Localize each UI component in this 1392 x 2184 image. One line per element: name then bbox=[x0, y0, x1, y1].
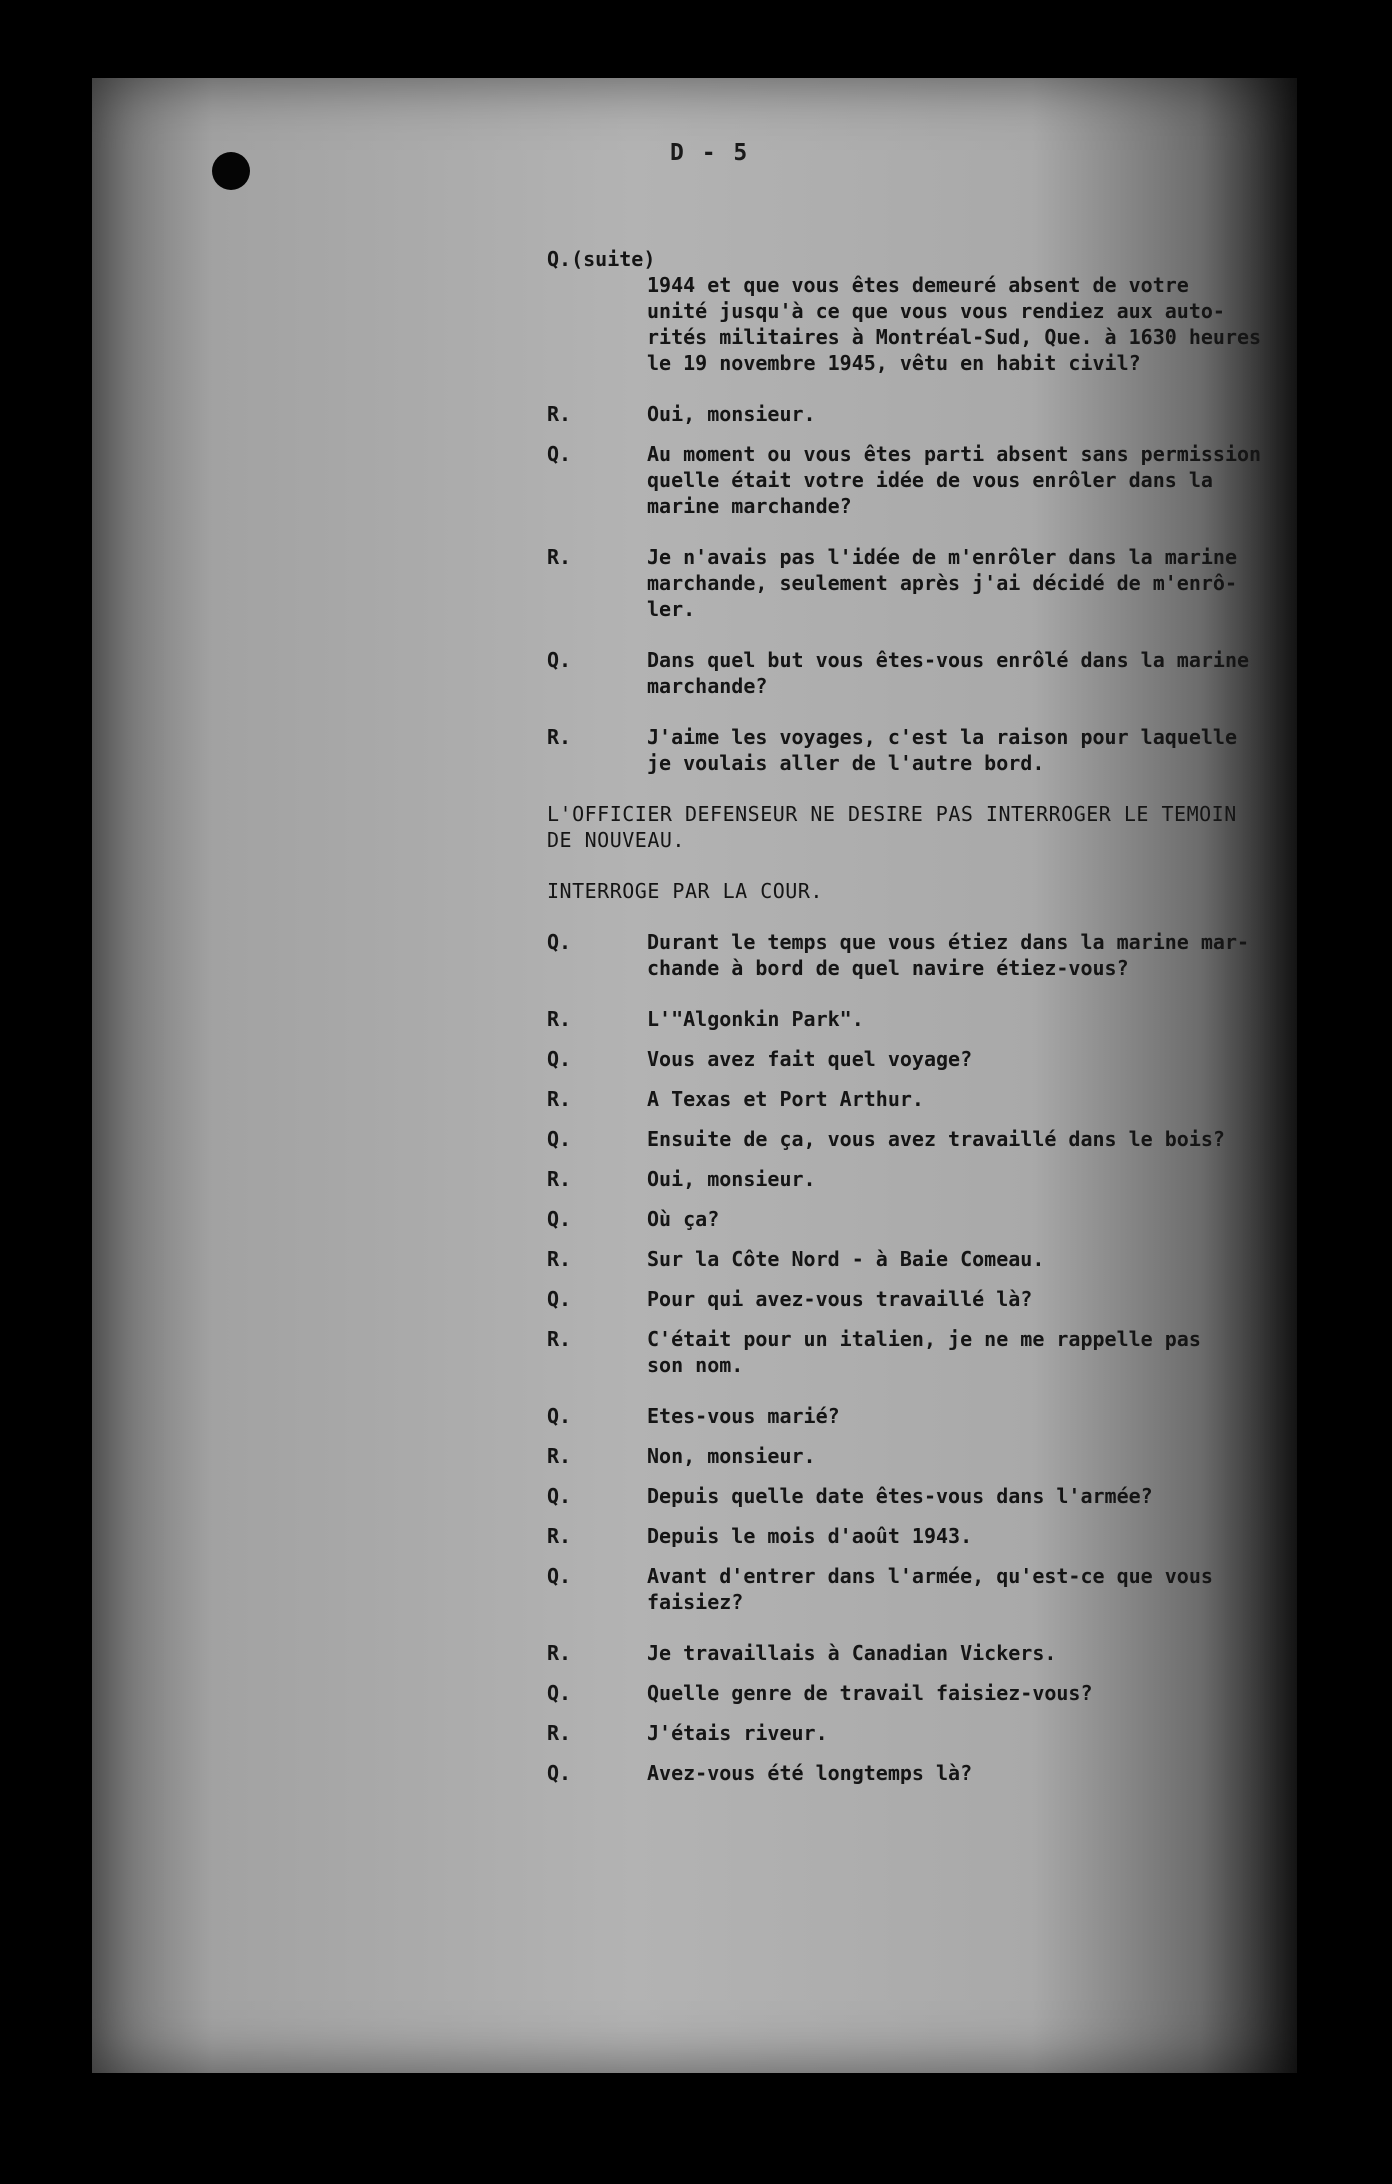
suite-marker: Q.(suite) bbox=[547, 247, 656, 271]
answer-text: Je travaillais à Canadian Vickers. bbox=[647, 1641, 1057, 1665]
answer-text: C'était pour un italien, je ne me rappelle pas son nom. bbox=[647, 1327, 1201, 1377]
court-heading: INTERROGE PAR LA COUR. bbox=[547, 879, 823, 903]
answer-row bbox=[547, 724, 1287, 776]
question-row bbox=[547, 1286, 1287, 1312]
answer-marker: R. bbox=[547, 1247, 572, 1271]
document-page bbox=[92, 78, 1297, 2073]
question-row bbox=[547, 1760, 1287, 1786]
question-text: Depuis quelle date êtes-vous dans l'armée? bbox=[647, 1484, 1153, 1508]
answer-text: J'étais riveur. bbox=[647, 1721, 828, 1745]
answer-row bbox=[547, 1086, 1287, 1112]
answer-marker: R. bbox=[547, 1327, 572, 1351]
answer-marker: R. bbox=[547, 545, 572, 569]
page-number: D - 5 bbox=[670, 140, 750, 166]
qa-block-2 bbox=[547, 929, 1287, 1786]
question-marker: Q. bbox=[547, 648, 572, 672]
defense-heading: L'OFFICIER DEFENSEUR NE DESIRE PAS INTERROGER LE TEMOIN DE NOUVEAU. bbox=[547, 802, 1237, 852]
transcript-body bbox=[547, 246, 1287, 1800]
answer-marker: R. bbox=[547, 1087, 572, 1111]
suite-text: 1944 et que vous êtes demeuré absent de votre unité jusqu'à ce que vous vous rendiez aux auto- rités militaires à Montréal-Sud, Que. à 1630 heures le 19 novembre 1945, vêtu en habit civil? bbox=[647, 273, 1262, 375]
answer-row bbox=[547, 1523, 1287, 1549]
answer-marker: R. bbox=[547, 725, 572, 749]
question-marker: Q. bbox=[547, 1207, 572, 1231]
answer-marker: R. bbox=[547, 1167, 572, 1191]
question-text: Avez-vous été longtemps là? bbox=[647, 1761, 973, 1785]
question-text: Pour qui avez-vous travaillé là? bbox=[647, 1287, 1033, 1311]
question-text: Au moment ou vous êtes parti absent sans permission quelle était votre idée de vous enrôler dans la marine marchande? bbox=[647, 442, 1262, 518]
answer-marker: R. bbox=[547, 1524, 572, 1548]
question-row bbox=[547, 647, 1287, 699]
question-marker: Q. bbox=[547, 1564, 572, 1588]
answer-text: Depuis le mois d'août 1943. bbox=[647, 1524, 973, 1548]
answer-row bbox=[547, 1006, 1287, 1032]
question-row bbox=[547, 1680, 1287, 1706]
answer-marker: R. bbox=[547, 1641, 572, 1665]
question-row bbox=[547, 1483, 1287, 1509]
question-text: Dans quel but vous êtes-vous enrôlé dans la marine marchande? bbox=[647, 648, 1250, 698]
answer-row bbox=[547, 1640, 1287, 1666]
question-row bbox=[547, 441, 1287, 519]
answer-marker: R. bbox=[547, 1007, 572, 1031]
question-text: Ensuite de ça, vous avez travaillé dans le bois? bbox=[647, 1127, 1225, 1151]
punch-hole bbox=[212, 152, 250, 190]
answer-text: A Texas et Port Arthur. bbox=[647, 1087, 924, 1111]
question-marker: Q. bbox=[547, 1127, 572, 1151]
answer-row bbox=[547, 544, 1287, 622]
question-marker: Q. bbox=[547, 930, 572, 954]
answer-text: Non, monsieur. bbox=[647, 1444, 816, 1468]
question-row bbox=[547, 1046, 1287, 1072]
answer-text: Oui, monsieur. bbox=[647, 402, 816, 426]
answer-text: L'"Algonkin Park". bbox=[647, 1007, 864, 1031]
answer-row bbox=[547, 1443, 1287, 1469]
question-text: Etes-vous marié? bbox=[647, 1404, 840, 1428]
question-text: Durant le temps que vous étiez dans la marine mar- chande à bord de quel navire étiez-vous? bbox=[647, 930, 1250, 980]
question-marker: Q. bbox=[547, 442, 572, 466]
question-marker: Q. bbox=[547, 1681, 572, 1705]
question-text: Quelle genre de travail faisiez-vous? bbox=[647, 1681, 1093, 1705]
question-text: Vous avez fait quel voyage? bbox=[647, 1047, 973, 1071]
answer-marker: R. bbox=[547, 402, 572, 426]
question-marker: Q. bbox=[547, 1761, 572, 1785]
question-row bbox=[547, 1206, 1287, 1232]
question-row bbox=[547, 1403, 1287, 1429]
question-row bbox=[547, 1563, 1287, 1615]
question-text: Où ça? bbox=[647, 1207, 720, 1231]
answer-row bbox=[547, 1246, 1287, 1272]
answer-row bbox=[547, 401, 1287, 427]
answer-marker: R. bbox=[547, 1444, 572, 1468]
answer-text: J'aime les voyages, c'est la raison pour laquelle je voulais aller de l'autre bord. bbox=[647, 725, 1238, 775]
question-marker: Q. bbox=[547, 1287, 572, 1311]
qa-block-1 bbox=[547, 401, 1287, 776]
question-row bbox=[547, 1126, 1287, 1152]
answer-row bbox=[547, 1326, 1287, 1378]
question-marker: Q. bbox=[547, 1047, 572, 1071]
question-text: Avant d'entrer dans l'armée, qu'est-ce que vous faisiez? bbox=[647, 1564, 1213, 1614]
question-marker: Q. bbox=[547, 1484, 572, 1508]
answer-marker: R. bbox=[547, 1721, 572, 1745]
answer-text: Sur la Côte Nord - à Baie Comeau. bbox=[647, 1247, 1045, 1271]
answer-text: Oui, monsieur. bbox=[647, 1167, 816, 1191]
answer-row bbox=[547, 1720, 1287, 1746]
answer-text: Je n'avais pas l'idée de m'enrôler dans la marine marchande, seulement après j'ai décidé de m'enrô- ler. bbox=[647, 545, 1238, 621]
question-row bbox=[547, 929, 1287, 981]
answer-row bbox=[547, 1166, 1287, 1192]
question-marker: Q. bbox=[547, 1404, 572, 1428]
